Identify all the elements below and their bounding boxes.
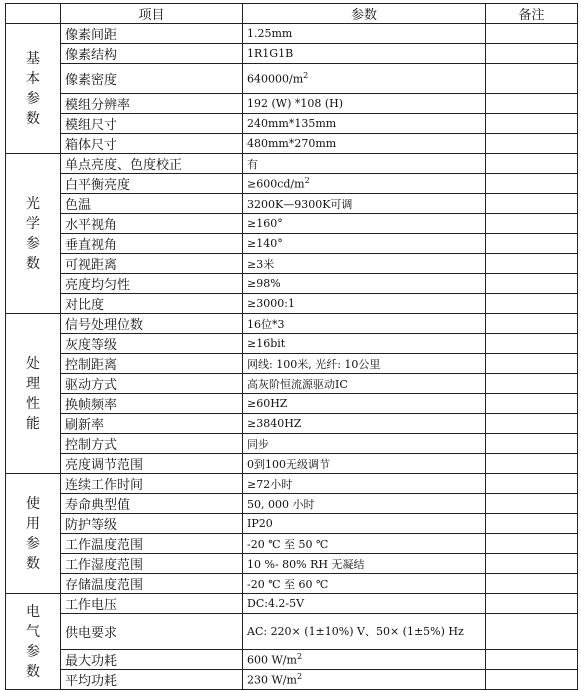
param-name: 箱体尺寸 — [61, 134, 243, 154]
table-row — [6, 214, 578, 234]
param-value-text: -20 ℃ 至 50 ℃ — [247, 537, 329, 551]
param-value-text: 高灰阶恒流源驱动IC — [247, 377, 348, 391]
table-row — [6, 614, 578, 650]
table-row — [6, 134, 578, 154]
note-cell — [486, 414, 578, 434]
note-cell — [486, 454, 578, 474]
param-name: 刷新率 — [61, 414, 243, 434]
param-name: 信号处理位数 — [61, 314, 243, 334]
table-row — [6, 24, 578, 44]
spec-table — [5, 3, 578, 690]
table-row — [6, 474, 578, 494]
table-row — [6, 414, 578, 434]
unit-superscript: 2 — [304, 176, 310, 186]
param-value-text: 16位*3 — [247, 317, 285, 331]
param-name: 像素结构 — [61, 44, 243, 64]
note-cell — [486, 214, 578, 234]
param-value — [243, 650, 486, 670]
param-value-text: ≥160° — [247, 217, 283, 230]
param-value-text: 600 W/m — [247, 653, 297, 667]
param-value-text: 50, 000 小时 — [247, 497, 315, 511]
param-value — [243, 414, 486, 434]
param-value — [243, 44, 486, 64]
note-cell — [486, 24, 578, 44]
note-cell — [486, 514, 578, 534]
table-row — [6, 234, 578, 254]
table-row — [6, 394, 578, 414]
param-value — [243, 614, 486, 650]
param-value — [243, 594, 486, 614]
note-cell — [486, 494, 578, 514]
param-name: 单点亮度、色度校正 — [61, 154, 243, 174]
param-name: 连续工作时间 — [61, 474, 243, 494]
note-cell — [486, 314, 578, 334]
param-value-text: 网线: 100米, 光纤: 10公里 — [247, 357, 381, 371]
param-value — [243, 670, 486, 690]
note-cell — [486, 114, 578, 134]
param-value — [243, 24, 486, 44]
table-row — [6, 670, 578, 690]
param-value-text: ≥3840HZ — [247, 417, 302, 430]
table-row — [6, 274, 578, 294]
note-cell — [486, 594, 578, 614]
table-row — [6, 194, 578, 214]
table-row — [6, 594, 578, 614]
param-value — [243, 514, 486, 534]
param-name: 对比度 — [61, 294, 243, 314]
param-value-text: 480mm*270mm — [247, 137, 337, 150]
note-cell — [486, 94, 578, 114]
param-value — [243, 94, 486, 114]
param-value — [243, 334, 486, 354]
note-cell — [486, 64, 578, 94]
note-cell — [486, 670, 578, 690]
param-value-text: 240mm*135mm — [247, 117, 337, 130]
param-value — [243, 574, 486, 594]
note-cell — [486, 194, 578, 214]
table-row — [6, 514, 578, 534]
group-label — [6, 594, 61, 690]
param-value — [243, 374, 486, 394]
param-name: 像素间距 — [61, 24, 243, 44]
note-cell — [486, 254, 578, 274]
header-row — [6, 4, 578, 24]
param-value — [243, 394, 486, 414]
table-row — [6, 574, 578, 594]
param-value-text: 640000/m — [247, 72, 304, 86]
param-value-text: IP20 — [247, 517, 273, 530]
param-value-text: 3200K—9300K可调 — [247, 197, 353, 211]
table-row — [6, 114, 578, 134]
param-value-text: 192 (W) *108 (H) — [247, 97, 344, 110]
note-cell — [486, 394, 578, 414]
param-value-text: ≥140° — [247, 237, 283, 250]
param-name: 平均功耗 — [61, 670, 243, 690]
param-value-text: ≥98% — [247, 277, 281, 290]
param-name: 最大功耗 — [61, 650, 243, 670]
param-value-text: ≥600cd/m — [247, 177, 305, 191]
group-label-text: 使用参数 — [26, 495, 40, 572]
group-label-text: 基本参数 — [26, 50, 40, 127]
table-row — [6, 314, 578, 334]
param-name: 控制方式 — [61, 434, 243, 454]
param-value-text: 230 W/m — [247, 673, 297, 687]
table-row — [6, 254, 578, 274]
param-value — [243, 294, 486, 314]
note-cell — [486, 434, 578, 454]
table-row — [6, 154, 578, 174]
param-name: 换帧频率 — [61, 394, 243, 414]
param-value — [243, 434, 486, 454]
unit-superscript: 2 — [303, 71, 309, 81]
param-name: 工作湿度范围 — [61, 554, 243, 574]
param-value — [243, 174, 486, 194]
param-value — [243, 554, 486, 574]
table-row — [6, 494, 578, 514]
param-name: 可视距离 — [61, 254, 243, 274]
table-row — [6, 174, 578, 194]
param-value-text: 0到100无级调节 — [247, 457, 330, 471]
param-value — [243, 114, 486, 134]
group-label-text: 光学参数 — [26, 195, 40, 272]
note-cell — [486, 154, 578, 174]
header-item: 项目 — [61, 4, 243, 24]
param-value — [243, 214, 486, 234]
param-value — [243, 134, 486, 154]
param-name: 驱动方式 — [61, 374, 243, 394]
table-row — [6, 294, 578, 314]
param-value — [243, 234, 486, 254]
group-label — [6, 474, 61, 594]
param-value-text: ≥3米 — [247, 257, 275, 271]
param-value-text: ≥16bit — [247, 337, 286, 350]
note-cell — [486, 554, 578, 574]
param-name: 寿命典型值 — [61, 494, 243, 514]
header-group — [6, 4, 61, 24]
param-value — [243, 494, 486, 514]
param-value-text: 有 — [247, 157, 258, 171]
param-value — [243, 534, 486, 554]
note-cell — [486, 234, 578, 254]
param-value — [243, 194, 486, 214]
param-value — [243, 254, 486, 274]
param-name: 亮度均匀性 — [61, 274, 243, 294]
param-value — [243, 474, 486, 494]
table-row — [6, 534, 578, 554]
group-label — [6, 314, 61, 474]
param-value-text: 同步 — [247, 437, 269, 451]
param-value — [243, 154, 486, 174]
note-cell — [486, 334, 578, 354]
param-name: 色温 — [61, 194, 243, 214]
note-cell — [486, 534, 578, 554]
param-name: 垂直视角 — [61, 234, 243, 254]
param-name: 模组分辨率 — [61, 94, 243, 114]
param-value — [243, 354, 486, 374]
param-value-text: 1.25mm — [247, 27, 293, 40]
param-value-text: -20 ℃ 至 60 ℃ — [247, 577, 329, 591]
param-name: 白平衡亮度 — [61, 174, 243, 194]
group-label — [6, 24, 61, 154]
header-note: 备注 — [486, 4, 578, 24]
param-value — [243, 274, 486, 294]
param-name: 亮度调节范围 — [61, 454, 243, 474]
group-label — [6, 154, 61, 314]
table-row — [6, 434, 578, 454]
table-row — [6, 554, 578, 574]
table-row — [6, 374, 578, 394]
unit-superscript: 2 — [296, 652, 303, 662]
table-row — [6, 334, 578, 354]
group-label-text: 电气参数 — [26, 603, 40, 680]
param-value — [243, 64, 486, 94]
group-label-text: 处理性能 — [26, 355, 40, 432]
param-value-text: ≥3000:1 — [247, 297, 295, 310]
param-value-text: ≥72小时 — [247, 477, 293, 491]
note-cell — [486, 174, 578, 194]
note-cell — [486, 134, 578, 154]
param-name: 模组尺寸 — [61, 114, 243, 134]
param-name: 水平视角 — [61, 214, 243, 234]
note-cell — [486, 650, 578, 670]
param-name: 存储温度范围 — [61, 574, 243, 594]
param-value — [243, 454, 486, 474]
param-value — [243, 314, 486, 334]
param-value-text: ≥60HZ — [247, 397, 288, 410]
note-cell — [486, 44, 578, 64]
note-cell — [486, 614, 578, 650]
param-value-text: AC: 220× (1±10%) V、50× (1±5%) Hz — [247, 624, 464, 638]
note-cell — [486, 574, 578, 594]
header-param: 参数 — [243, 4, 486, 24]
table-row — [6, 650, 578, 670]
param-value-text: DC:4.2-5V — [247, 597, 305, 610]
param-name: 供电要求 — [61, 614, 243, 650]
param-name: 工作电压 — [61, 594, 243, 614]
param-value-text: 10 %- 80% RH 无凝结 — [247, 557, 365, 571]
table-row — [6, 354, 578, 374]
param-name: 防护等级 — [61, 514, 243, 534]
param-value-text: 1R1G1B — [247, 47, 294, 60]
note-cell — [486, 354, 578, 374]
note-cell — [486, 294, 578, 314]
param-name: 工作温度范围 — [61, 534, 243, 554]
table-row — [6, 454, 578, 474]
param-name: 控制距离 — [61, 354, 243, 374]
param-name: 像素密度 — [61, 64, 243, 94]
table-row — [6, 94, 578, 114]
note-cell — [486, 474, 578, 494]
table-row — [6, 64, 578, 94]
note-cell — [486, 274, 578, 294]
param-name: 灰度等级 — [61, 334, 243, 354]
note-cell — [486, 374, 578, 394]
unit-superscript: 2 — [296, 672, 303, 682]
table-row — [6, 44, 578, 64]
